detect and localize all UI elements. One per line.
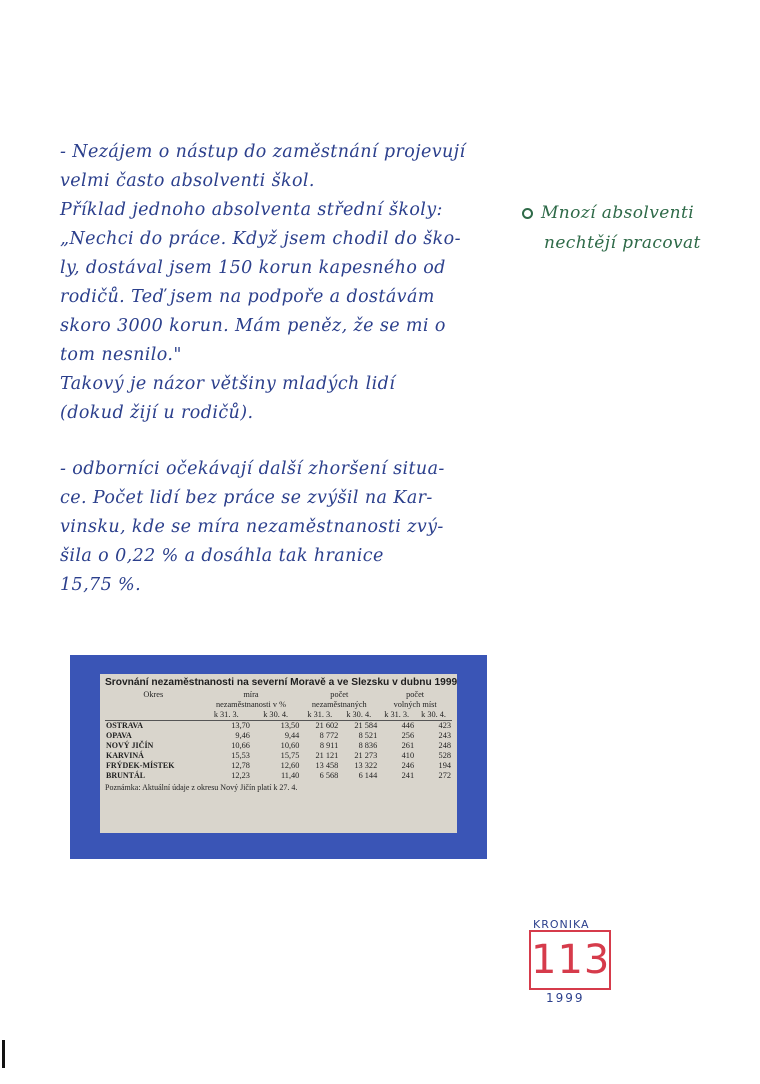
subheader-date: k 30. 4. [251, 710, 300, 721]
stamp-label: KRONIKA [533, 918, 590, 931]
header-vacancies: počet volných míst [393, 690, 437, 709]
hand-line: 15,75 %. [60, 575, 142, 595]
clipping-paper [100, 674, 457, 833]
handwritten-paragraph-outlook [60, 455, 520, 600]
hand-line: ce. Počet lidí bez práce se zvýšil na Kar- [60, 488, 433, 508]
unemployment-table [105, 690, 452, 781]
header-rate: míra nezaměstnanosti v % [215, 690, 286, 709]
page-number-stamp: 113 [529, 930, 611, 990]
table-row: OPAVA 9,46 9,44 8 772 8 521 256 243 [106, 731, 451, 740]
stamp-year: 1999 [546, 991, 585, 1005]
subheader-date: k 30. 4. [339, 710, 378, 721]
hand-line: Mnozí absolventi [522, 198, 742, 228]
subheader-date: k 31. 3. [300, 710, 339, 721]
hand-line: vinsku, kde se míra nezaměstnanosti zvý- [60, 517, 444, 537]
subheader-date: k 30. 4. [415, 710, 452, 721]
table-row: NOVÝ JIČÍN 10,66 10,60 8 911 8 836 261 248 [106, 741, 451, 750]
table-row: KARVINÁ 15,53 15,75 21 121 21 273 410 528 [106, 751, 451, 760]
handwritten-paragraph-youth [60, 138, 520, 428]
subheader-date: k 31. 3. [202, 710, 251, 721]
hand-line: Příklad jednoho absolventa střední školy: [60, 200, 443, 220]
bullet-icon [522, 208, 533, 219]
table-row: FRÝDEK-MÍSTEK 12,78 12,60 13 458 13 322 246 194 [106, 761, 451, 770]
hand-line: velmi často absolventi škol. [60, 171, 315, 191]
margin-note [522, 198, 742, 258]
hand-line: - Nezájem o nástup do zaměstnání projevují [60, 142, 466, 162]
table-subheader-row [105, 710, 452, 721]
hand-line: ly, dostával jsem 150 korun kapesného od [60, 258, 446, 278]
table-row: BRUNTÁL 12,23 11,40 6 568 6 144 241 272 [106, 771, 451, 780]
newspaper-clipping [70, 655, 487, 859]
hand-line: rodičů. Teď jsem na podpoře a dostávám [60, 287, 435, 307]
subheader-date: k 31. 3. [378, 710, 415, 721]
hand-line: nechtějí pracovat [544, 233, 701, 253]
hand-line: tom nesnilo." [60, 345, 182, 365]
hand-line: (dokud žijí u rodičů). [60, 403, 254, 423]
table-header-row [105, 690, 452, 710]
hand-line: - odborníci očekávají další zhoršení situa- [60, 459, 445, 479]
hand-line: skoro 3000 korun. Mám peněz, že se mi o [60, 316, 446, 336]
hand-line: Takový je názor většiny mladých lidí [60, 374, 396, 394]
table-footnote: Poznámka: Aktuální údaje z okresu Nový Jičín platí k 27. 4. [105, 783, 298, 792]
clipping-title: Srovnání nezaměstnanosti na severní Moravě a ve Slezsku v dubnu 1999 [105, 677, 458, 688]
scan-edge-mark [2, 1040, 5, 1068]
hand-line: šila o 0,22 % a dosáhla tak hranice [60, 546, 384, 566]
table-row: OSTRAVA 13,70 13,50 21 602 21 584 446 423 [106, 721, 451, 730]
header-unemployed: počet nezaměstnaných [311, 690, 367, 709]
header-okres: Okres [143, 690, 164, 699]
hand-line: „Nechci do práce. Když jsem chodil do ško- [60, 229, 461, 249]
